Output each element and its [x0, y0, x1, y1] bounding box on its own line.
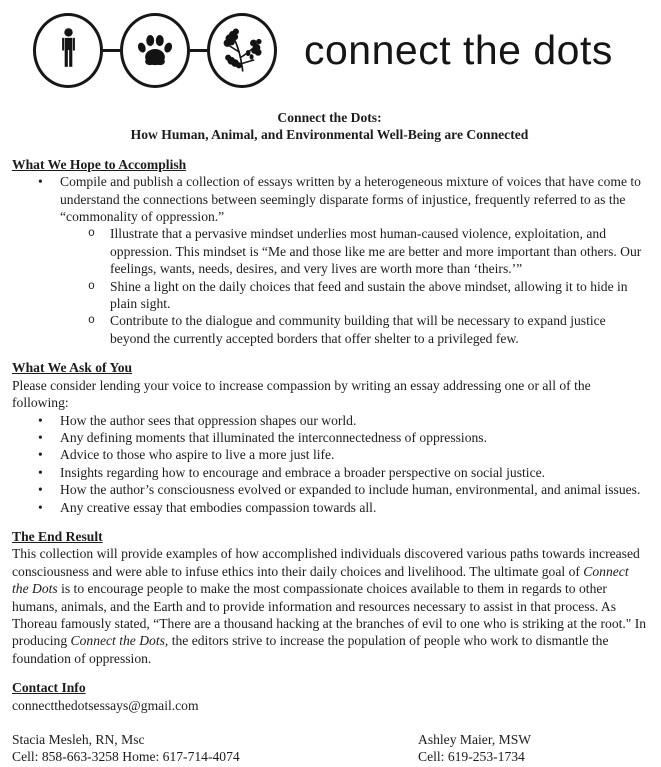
sub-bullet-item — [12, 312, 647, 347]
bullet-text: Any defining moments that illuminated the interconnectedness of oppressions. — [60, 429, 487, 445]
book-title-italic: Connect the Dots — [70, 633, 165, 649]
contact-person-left — [12, 731, 418, 766]
bullet-marker: • — [38, 429, 43, 445]
sub-bullet-marker: o — [88, 227, 95, 241]
bullet-item — [12, 173, 647, 225]
sub-bullet-item — [12, 278, 647, 313]
connector-line — [190, 49, 207, 52]
sub-bullet-text: Illustrate that a pervasive mindset underlies most human-caused violence, exploitation, and oppression. This mindset is “Me and those like me are better and more important than others. Our feelings, wants, needs, desires, and very lives are worth more than ‘theirs.’” — [110, 226, 642, 277]
bullet-marker: • — [38, 447, 43, 463]
section-heading-hope: What We Hope to Accomplish — [12, 156, 187, 172]
bullet-item — [12, 499, 647, 516]
end-result-text: is to encourage people to make the most compassionate choices available to them in regards to other humans, animals, and the Earth and to provide information and resources necessary to assist in that process. As Thoreau famously stated, “There are a thousand hacking at the branches of evil to one who is striking at the root." In producing — [12, 581, 647, 649]
logo-text: connect the dots — [304, 27, 613, 73]
section-heading-ask: What We Ask of You — [12, 360, 133, 376]
paw-icon — [133, 30, 177, 71]
section-heading-contact: Contact Info — [12, 680, 86, 696]
section-end-result — [12, 528, 647, 667]
bullet-item — [12, 464, 647, 481]
bullet-text: Advice to those who aspire to live a more just life. — [60, 447, 335, 463]
bullet-item — [12, 446, 647, 463]
end-result-paragraph — [12, 545, 647, 667]
bullet-marker: • — [38, 482, 43, 498]
logo — [33, 10, 647, 90]
sub-bullet-text: Shine a light on the daily choices that feed and sustain the above mindset, allowing it to hide in plain sight. — [110, 278, 628, 312]
contact-columns — [12, 731, 647, 766]
sub-bullet-marker: o — [88, 279, 95, 293]
book-title-italic: Connect the Dots — [12, 563, 629, 597]
section-contact — [12, 679, 647, 766]
contact-phones: Cell: 858-663-3258 Home: 617-714-4074 — [12, 749, 240, 765]
person-icon-circle — [33, 13, 103, 88]
bullet-text: How the author sees that oppression shapes our world. — [60, 412, 357, 428]
bullet-item — [12, 412, 647, 429]
bullet-item — [12, 429, 647, 446]
oak-leaves-icon — [219, 27, 265, 73]
contact-email: connectthedotsessays@gmail.com — [12, 697, 199, 713]
contact-name: Ashley Maier, MSW — [418, 732, 532, 747]
contact-name: Stacia Mesleh, RN, Msc — [12, 732, 145, 747]
bullet-text: Compile and publish a collection of essays written by a heterogeneous mixture of voices that have come to understand the connections between seemingly disparate forms of injustice, frequently referred to as the “commonality of oppression.” — [60, 174, 641, 225]
sub-bullet-item — [12, 225, 647, 277]
end-result-text: This collection will provide examples of how accomplished individuals discovered various paths towards increased consciousness and were able to infuse ethics into their daily choices and livelihood. The ultimate goal of — [12, 546, 640, 579]
section-heading-end-result: The End Result — [12, 528, 103, 544]
oak-leaves-icon-circle — [207, 13, 277, 88]
document-title — [12, 109, 647, 144]
bullet-marker: • — [38, 464, 43, 480]
bullet-marker: • — [38, 174, 43, 190]
bullet-text: Insights regarding how to encourage and embrace a broader perspective on social justice. — [60, 464, 546, 480]
bullet-text: How the author’s consciousness evolved or expanded to include human, environmental, and animal issues. — [60, 482, 641, 498]
ask-intro: Please consider lending your voice to increase compassion by writing an essay addressing one or all of the following: — [12, 377, 591, 411]
person-icon — [57, 28, 80, 72]
section-what-we-ask — [12, 359, 647, 516]
connector-line — [103, 49, 120, 52]
section-what-we-hope — [12, 156, 647, 347]
sub-bullet-marker: o — [88, 314, 95, 328]
title-line2: How Human, Animal, and Environmental Well-Being are Connected — [130, 127, 529, 143]
bullet-marker: • — [38, 499, 43, 515]
paw-icon-circle — [120, 13, 190, 88]
sub-bullet-text: Contribute to the dialogue and community building that will be necessary to expand justice beyond the currently accepted borders that offer shelter to a privileged few. — [110, 313, 606, 346]
bullet-text: Any creative essay that embodies compassion towards all. — [60, 499, 377, 515]
bullet-marker: • — [38, 412, 43, 428]
bullet-item — [12, 481, 647, 498]
contact-person-right — [418, 731, 647, 766]
contact-phones: Cell: 619-253-1734 — [418, 749, 525, 765]
title-line1: Connect the Dots: — [277, 110, 382, 125]
end-result-text: , the editors strive to increase the population of people who work to dismantle the foundation of oppression. — [12, 633, 609, 666]
